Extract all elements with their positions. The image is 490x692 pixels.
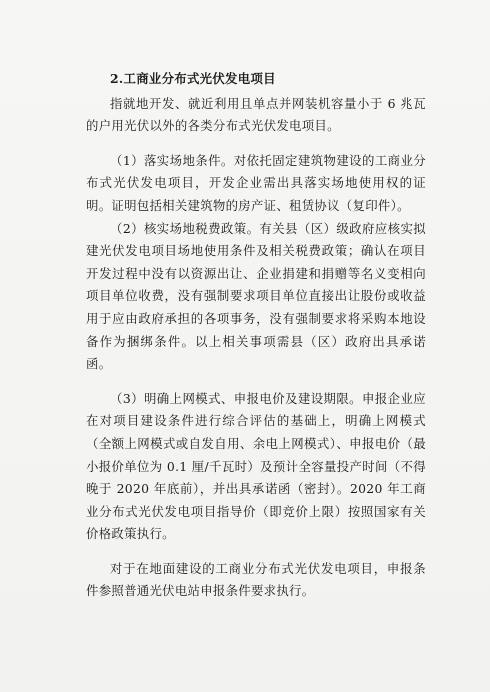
paragraph-ground-projects: 对于在地面建设的工商业分布式光伏发电项目，申报条件参照普通光伏电站申报条件要求执行。 <box>86 560 426 599</box>
paragraph-site-conditions: （1）落实场地条件。对依托固定建筑物建设的工商业分布式光伏发电项目，开发企业需出具落实场地使用权的证明。证明包括相关建筑物的房产证、租赁协议（复印件）。 <box>86 152 426 213</box>
paragraph-tax-policy: （2）核实场地税费政策。有关县（区）级政府应核实拟建光伏发电项目场地使用条件及相关税费政策；确认在项目开发过程中没有以资源出让、企业捐建和捐赠等名义变相向项目单位收费，没有强制要求项目单位直接出让股份或收益用于应由政府承担的各项事务，没有强制要求将采购本地设备作为捆绑条件。以上相关事项需县（区）政府出具承诺函。 <box>86 220 426 372</box>
section-heading: 2.工商业分布式光伏发电项目 <box>110 71 276 86</box>
paragraph-definition: 指就地开发、就近利用且单点并网装机容量小于 6 兆瓦的户用光伏以外的各类分布式光伏发电项目。 <box>86 95 426 134</box>
paragraph-grid-mode: （3）明确上网模式、申报电价及建设期限。申报企业应在对项目建设条件进行综合评估的基础上，明确上网模式（全额上网模式或自发自用、余电上网模式）、申报电价（最小报价单位为 0.1 厘/千瓦时）及预计全容量投产时间（不得晚于 2020 年底前），并出具承诺函（密封）。2020 年工商业分布式光伏发电项目指导价（即竞价上限）按照国家有关价格政策执行。 <box>86 390 426 542</box>
document-body <box>86 68 426 603</box>
